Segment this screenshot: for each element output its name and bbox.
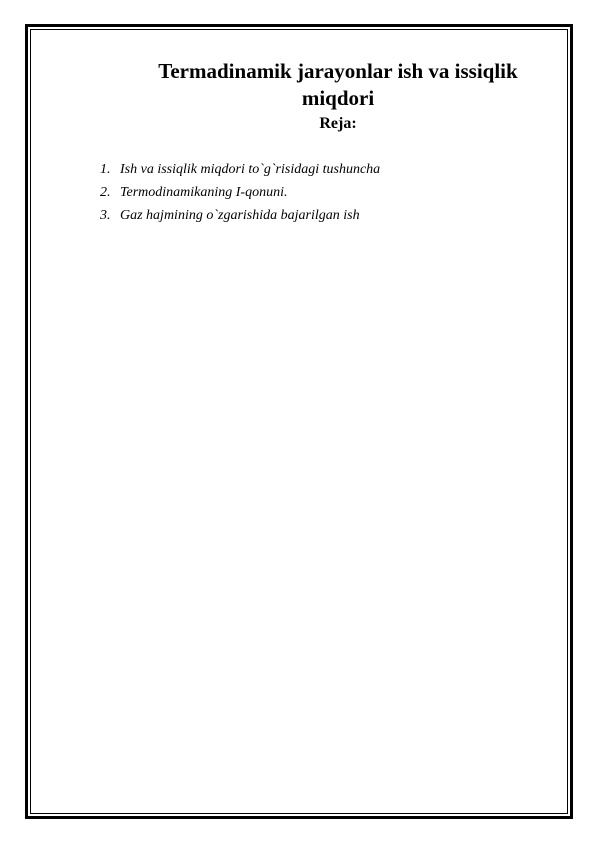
plan-item-text: Ish va issiqlik miqdori to`g`risidagi tushuncha	[120, 162, 381, 177]
plan-list	[100, 158, 380, 227]
plan-item-text: Termodinamikaning I-qonuni.	[120, 185, 288, 200]
plan-item	[100, 181, 380, 204]
plan-item-text: Gaz hajmining o`zgarishida bajarilgan ish	[120, 208, 360, 223]
plan-item	[100, 158, 380, 181]
plan-item-number: 2.	[100, 185, 111, 200]
document-title: Termadinamik jarayonlar ish va issiqlik miqdori	[158, 59, 518, 110]
plan-heading: Reja:	[319, 115, 357, 132]
plan-item-number: 1.	[100, 162, 111, 177]
plan-item-number: 3.	[100, 208, 111, 223]
page-border-inner	[30, 29, 568, 814]
plan-item	[100, 204, 380, 227]
